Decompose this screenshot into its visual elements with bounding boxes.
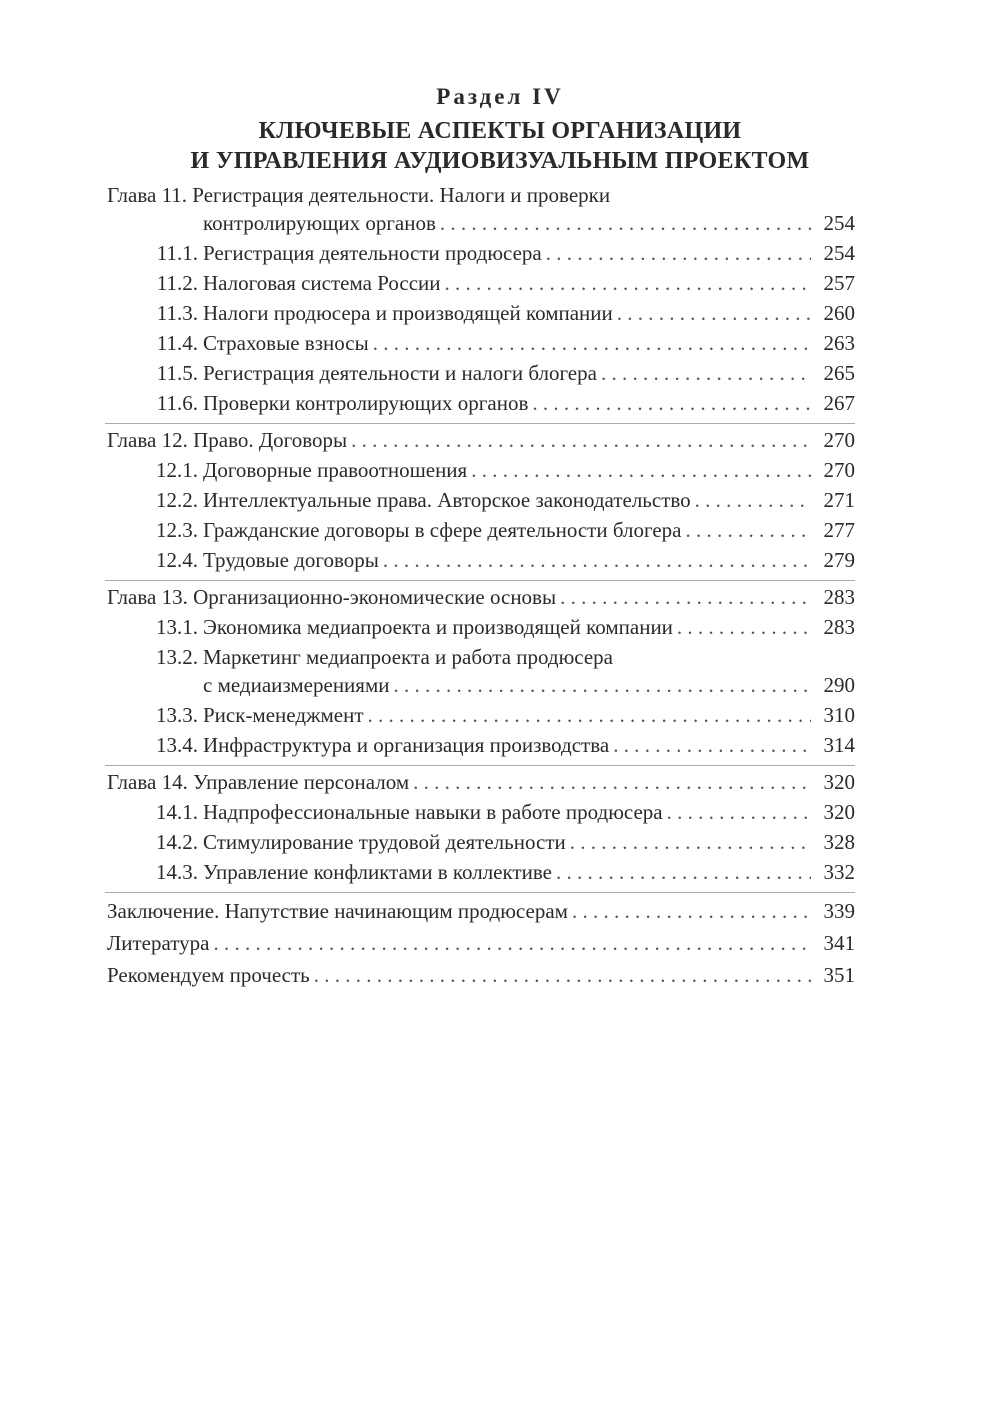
chapter-14-entry[interactable]	[107, 767, 855, 797]
toc-entry-13-2-line-1	[124, 642, 613, 672]
toc-entry-recommended[interactable]	[107, 960, 855, 990]
chapter-14-page: 320	[823, 770, 855, 794]
entry-page: 283	[823, 615, 855, 639]
entry-title: Управление конфликтами в коллективе	[203, 860, 552, 884]
entry-page: 351	[823, 963, 855, 987]
entry-title: Инфраструктура и организация производства	[203, 733, 610, 757]
divider	[105, 892, 855, 893]
leader-dots	[695, 485, 811, 515]
entry-title: Регистрация деятельности продюсера	[203, 241, 542, 265]
section-title-line-1: КЛЮЧЕВЫЕ АСПЕКТЫ ОРГАНИЗАЦИИ	[258, 118, 742, 144]
leader-dots	[546, 238, 811, 268]
entry-page: 320	[823, 800, 855, 824]
entry-title: Интеллектуальные права. Авторское законодательство	[203, 488, 691, 512]
section-title-line-2: И УПРАВЛЕНИЯ АУДИОВИЗУАЛЬНЫМ ПРОЕКТОМ	[190, 148, 810, 174]
chapter-13-title: Организационно-экономические основы	[193, 585, 557, 609]
entry-number: 11.4.	[156, 331, 198, 355]
entry-number: 11.3.	[156, 301, 198, 325]
entry-page: 310	[823, 703, 855, 727]
leader-dots	[570, 827, 811, 857]
toc-entry-11-5[interactable]	[124, 358, 855, 388]
entry-number: 12.3.	[156, 518, 198, 542]
entry-number: 11.1.	[156, 241, 198, 265]
chapter-11-title-line-2: контролирующих органов	[203, 211, 436, 235]
chapter-11-page: 254	[823, 211, 855, 235]
entry-page: 332	[823, 860, 855, 884]
leader-dots	[685, 515, 811, 545]
entry-page: 341	[823, 931, 855, 955]
leader-dots	[351, 425, 811, 455]
chapter-12-entry[interactable]	[107, 425, 855, 455]
chapter-13-page: 283	[823, 585, 855, 609]
chapter-14-title: Управление персоналом	[193, 770, 410, 794]
entry-title: Налоги продюсера и производящей компании	[203, 301, 613, 325]
entry-number: 12.4.	[156, 548, 198, 572]
entry-page: 265	[823, 361, 855, 385]
toc-entry-conclusion[interactable]	[107, 896, 855, 926]
leader-dots	[213, 928, 811, 958]
entry-page: 339	[823, 899, 855, 923]
entry-page: 260	[823, 301, 855, 325]
chapter-11-entry[interactable]	[203, 208, 855, 238]
entry-number: 13.1.	[156, 615, 198, 639]
entry-page: 267	[823, 391, 855, 415]
divider	[105, 580, 855, 581]
toc-entry-12-2[interactable]	[124, 485, 855, 515]
entry-page: 290	[823, 673, 855, 697]
toc-entry-14-2[interactable]	[124, 827, 855, 857]
toc-entry-12-3[interactable]	[124, 515, 855, 545]
entry-title: Маркетинг медиапроекта и работа продюсера	[203, 645, 614, 669]
chapter-11-heading	[107, 180, 610, 210]
entry-title: Литература	[107, 931, 210, 955]
chapter-12-page: 270	[823, 428, 855, 452]
entry-title: Регистрация деятельности и налоги блогера	[203, 361, 597, 385]
divider	[105, 423, 855, 424]
leader-dots	[556, 857, 811, 887]
leader-dots	[613, 730, 811, 760]
entry-number: 12.1.	[156, 458, 198, 482]
entry-number: 13.3.	[156, 703, 198, 727]
entry-page: 328	[823, 830, 855, 854]
entry-page: 277	[823, 518, 855, 542]
section-title	[0, 116, 1000, 176]
chapter-12-prefix: Глава 12.	[107, 428, 188, 452]
toc-entry-11-1[interactable]	[124, 238, 855, 268]
chapter-12-title: Право. Договоры	[193, 428, 348, 452]
leader-dots	[667, 797, 811, 827]
entry-title: Надпрофессиональные навыки в работе продюсера	[203, 800, 663, 824]
leader-dots	[560, 582, 811, 612]
entry-title: Экономика медиапроекта и производящей компании	[203, 615, 673, 639]
leader-dots	[368, 700, 811, 730]
toc-entry-14-3[interactable]	[124, 857, 855, 887]
toc-entry-13-1[interactable]	[124, 612, 855, 642]
entry-title: Риск-менеджмент	[203, 703, 364, 727]
entry-page: 254	[823, 241, 855, 265]
leader-dots	[383, 545, 811, 575]
entry-title: Рекомендуем прочесть	[107, 963, 310, 987]
entry-number: 13.4.	[156, 733, 198, 757]
entry-number: 14.1.	[156, 800, 198, 824]
leader-dots	[413, 767, 811, 797]
toc-entry-13-4[interactable]	[124, 730, 855, 760]
toc-entry-13-2[interactable]	[203, 670, 855, 700]
leader-dots	[440, 208, 811, 238]
leader-dots	[373, 328, 811, 358]
leader-dots	[445, 268, 811, 298]
toc-entry-11-2[interactable]	[124, 268, 855, 298]
leader-dots	[314, 960, 811, 990]
leader-dots	[617, 298, 811, 328]
entry-number: 11.6.	[156, 391, 198, 415]
toc-entry-14-1[interactable]	[124, 797, 855, 827]
entry-page: 257	[823, 271, 855, 295]
leader-dots	[601, 358, 811, 388]
entry-number: 13.2.	[156, 645, 198, 669]
leader-dots	[572, 896, 811, 926]
chapter-11-prefix: Глава 11.	[107, 183, 188, 207]
entry-title: Стимулирование трудовой деятельности	[203, 830, 566, 854]
leader-dots	[471, 455, 811, 485]
chapter-14-prefix: Глава 14.	[107, 770, 188, 794]
leader-dots	[532, 388, 811, 418]
entry-title: Проверки контролирующих органов	[203, 391, 529, 415]
chapter-11-title-line-1: Регистрация деятельности. Налоги и проверки	[192, 183, 611, 207]
entry-page: 263	[823, 331, 855, 355]
toc-entry-11-4[interactable]	[124, 328, 855, 358]
toc-entry-11-3[interactable]	[124, 298, 855, 328]
leader-dots	[677, 612, 811, 642]
entry-page: 314	[823, 733, 855, 757]
entry-page: 270	[823, 458, 855, 482]
leader-dots	[393, 670, 811, 700]
entry-number: 12.2.	[156, 488, 198, 512]
entry-title: Заключение. Напутствие начинающим продюсерам	[107, 899, 568, 923]
divider	[105, 765, 855, 766]
entry-page: 279	[823, 548, 855, 572]
toc-entry-13-3[interactable]	[124, 700, 855, 730]
entry-number: 14.2.	[156, 830, 198, 854]
entry-title: Трудовые договоры	[203, 548, 379, 572]
entry-number: 11.5.	[156, 361, 198, 385]
entry-title-line-2: с медиаизмерениями	[203, 673, 390, 697]
chapter-13-entry[interactable]	[107, 582, 855, 612]
toc-entry-11-6[interactable]	[124, 388, 855, 418]
entry-number: 11.2.	[156, 271, 198, 295]
toc-entry-literature[interactable]	[107, 928, 855, 958]
entry-title: Договорные правоотношения	[203, 458, 468, 482]
section-label: Раздел IV	[436, 84, 564, 109]
chapter-13-prefix: Глава 13.	[107, 585, 188, 609]
entry-title: Страховые взносы	[203, 331, 369, 355]
toc-entry-12-1[interactable]	[124, 455, 855, 485]
entry-title: Гражданские договоры в сфере деятельности блогера	[203, 518, 682, 542]
toc-entry-12-4[interactable]	[124, 545, 855, 575]
entry-title: Налоговая система России	[203, 271, 441, 295]
entry-page: 271	[823, 488, 855, 512]
entry-number: 14.3.	[156, 860, 198, 884]
